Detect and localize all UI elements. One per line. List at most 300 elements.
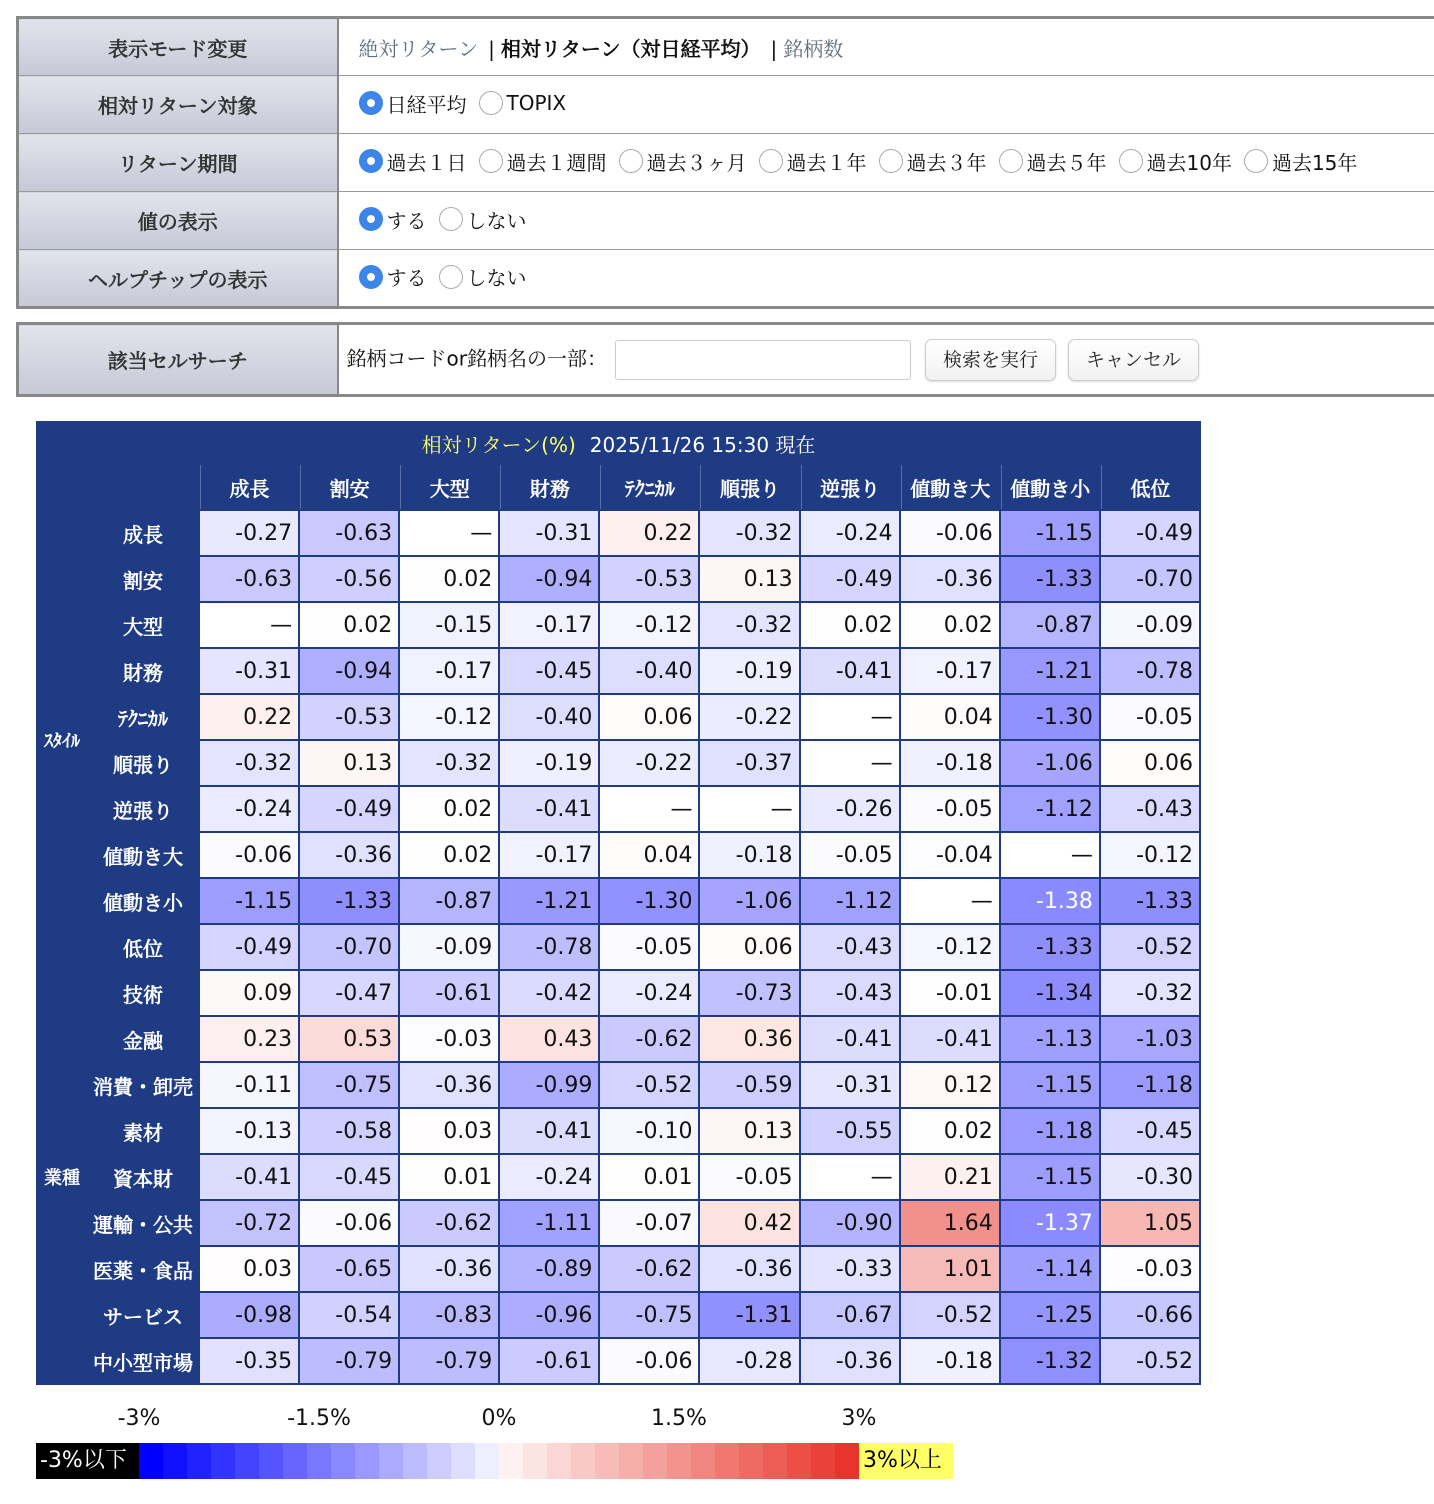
heatmap-cell[interactable]: -1.11 [500, 1201, 598, 1245]
mode-link-count[interactable]: 銘柄数 [783, 36, 844, 61]
heatmap-cell[interactable]: -0.55 [801, 1109, 899, 1153]
radio-label: 過去１年 [786, 150, 867, 175]
heatmap-cell[interactable]: -0.36 [901, 557, 999, 601]
heatmap-cell[interactable]: -0.56 [300, 557, 398, 601]
heatmap-cell[interactable]: -0.36 [700, 1247, 798, 1291]
heatmap-cell[interactable]: -0.41 [200, 1155, 298, 1199]
heatmap-cell[interactable]: -0.19 [700, 649, 798, 693]
heatmap-cell[interactable]: -0.04 [901, 833, 999, 877]
heatmap-cell[interactable]: -0.53 [300, 695, 398, 739]
radio-label: する [386, 208, 427, 233]
heatmap-cell[interactable]: -1.21 [1001, 649, 1099, 693]
heatmap-cell[interactable]: -1.18 [1001, 1109, 1099, 1153]
heatmap-cell[interactable]: -0.52 [901, 1293, 999, 1337]
heatmap-corner [38, 465, 198, 509]
value-display-option[interactable] [359, 205, 427, 234]
heatmap-cell[interactable]: -0.05 [801, 833, 899, 877]
heatmap-cell[interactable]: -0.31 [801, 1063, 899, 1107]
column-header: 低位 [1101, 465, 1199, 509]
heatmap-cell[interactable]: -0.94 [500, 557, 598, 601]
heatmap-cell[interactable]: -0.65 [300, 1247, 398, 1291]
legend-swatch [715, 1443, 739, 1479]
heatmap-cell[interactable]: -0.43 [1101, 787, 1199, 831]
heatmap-cell[interactable]: — [200, 603, 298, 647]
heatmap-cell[interactable]: -0.41 [801, 649, 899, 693]
heatmap-cell[interactable]: 0.02 [400, 833, 498, 877]
heatmap-cell[interactable]: -0.28 [700, 1339, 798, 1383]
heatmap-cell[interactable]: -0.17 [500, 603, 598, 647]
heatmap-cell[interactable]: -0.63 [300, 511, 398, 555]
heatmap-cell[interactable]: -0.52 [600, 1063, 698, 1107]
radio-unselected-icon[interactable] [999, 149, 1023, 173]
column-header: ﾃｸﾆｶﾙ [600, 465, 698, 509]
heatmap-cell[interactable]: -0.31 [200, 649, 298, 693]
search-input[interactable] [615, 340, 911, 380]
heatmap-cell[interactable]: -0.89 [500, 1247, 598, 1291]
heatmap-cell[interactable]: 0.06 [600, 695, 698, 739]
row-header: 値動き大 [88, 833, 198, 877]
heatmap-cell[interactable]: 0.22 [600, 511, 698, 555]
heatmap-column-headers [38, 465, 1199, 509]
row-group-label: 業種 [38, 971, 86, 1383]
legend-swatch [571, 1443, 595, 1479]
heatmap-cell[interactable]: -0.13 [200, 1109, 298, 1153]
heatmap-cell[interactable]: -0.22 [700, 695, 798, 739]
heatmap-cell[interactable]: -0.98 [200, 1293, 298, 1337]
heatmap-cell[interactable]: -0.61 [500, 1339, 598, 1383]
heatmap-cell[interactable]: -0.36 [400, 1247, 498, 1291]
heatmap-cell[interactable]: 0.42 [700, 1201, 798, 1245]
heatmap-cell[interactable]: 0.01 [400, 1155, 498, 1199]
heatmap-cell[interactable]: -0.78 [500, 925, 598, 969]
heatmap-cell[interactable]: -1.18 [1101, 1063, 1199, 1107]
heatmap-cell[interactable]: -0.87 [1001, 603, 1099, 647]
value-display-option[interactable] [439, 205, 527, 234]
radio-unselected-icon[interactable] [479, 149, 503, 173]
row-header: 運輸・公共 [88, 1201, 198, 1245]
heatmap-cell[interactable]: -0.09 [1101, 603, 1199, 647]
radio-selected-icon[interactable] [359, 149, 383, 173]
heatmap-cell[interactable]: -0.32 [400, 741, 498, 785]
heatmap-cell[interactable]: 0.04 [600, 833, 698, 877]
legend-swatch [379, 1443, 403, 1479]
heatmap-cell[interactable]: -1.15 [1001, 1155, 1099, 1199]
heatmap-cell[interactable]: -1.06 [1001, 741, 1099, 785]
heatmap-cell[interactable]: 0.21 [901, 1155, 999, 1199]
heatmap-cell[interactable]: -0.87 [400, 879, 498, 923]
heatmap-cell[interactable]: -1.33 [1001, 925, 1099, 969]
row-header: 医薬・食品 [88, 1247, 198, 1291]
heatmap-cell[interactable]: -0.07 [600, 1201, 698, 1245]
return-period-option[interactable] [479, 147, 607, 176]
radio-unselected-icon[interactable] [439, 265, 463, 289]
heatmap-cell[interactable]: -0.45 [500, 649, 598, 693]
column-header: 成長 [200, 465, 298, 509]
legend-swatch [595, 1443, 619, 1479]
heatmap-cell[interactable]: -1.33 [300, 879, 398, 923]
heatmap-cell[interactable]: -0.45 [1101, 1109, 1199, 1153]
heatmap-cell[interactable]: — [400, 511, 498, 555]
heatmap-cell[interactable]: -1.30 [1001, 695, 1099, 739]
heatmap-cell[interactable]: 0.02 [901, 603, 999, 647]
heatmap-cell[interactable]: -0.52 [1101, 925, 1199, 969]
heatmap-cell[interactable]: -0.75 [300, 1063, 398, 1107]
heatmap-cell[interactable]: -0.96 [500, 1293, 598, 1337]
heatmap-cell[interactable]: -0.99 [500, 1063, 598, 1107]
heatmap-cell[interactable]: -0.12 [901, 925, 999, 969]
heatmap-cell[interactable]: -0.32 [700, 511, 798, 555]
heatmap-cell[interactable]: -1.03 [1101, 1017, 1199, 1061]
heatmap-cell[interactable]: -1.21 [500, 879, 598, 923]
color-legend [36, 1443, 953, 1479]
heatmap-cell[interactable]: 0.02 [801, 603, 899, 647]
heatmap-cell[interactable]: 0.02 [400, 787, 498, 831]
return-period-option[interactable] [1119, 147, 1232, 176]
heatmap-title: 相対リターン(%) [421, 432, 576, 457]
radio-selected-icon[interactable] [359, 207, 383, 231]
row-header: 低位 [88, 925, 198, 969]
heatmap-cell[interactable]: 0.06 [1101, 741, 1199, 785]
heatmap-cell[interactable]: -0.06 [300, 1201, 398, 1245]
column-header: 財務 [500, 465, 598, 509]
heatmap-cell[interactable]: -0.54 [300, 1293, 398, 1337]
heatmap-cell[interactable]: -0.90 [801, 1201, 899, 1245]
heatmap-cell[interactable]: 0.02 [901, 1109, 999, 1153]
legend-swatch [139, 1443, 163, 1479]
heatmap-cell[interactable]: -0.49 [1101, 511, 1199, 555]
heatmap-row [38, 1293, 1199, 1337]
helpchip-display-option[interactable] [359, 262, 427, 291]
heatmap-cell[interactable]: -0.19 [500, 741, 598, 785]
radio-label: 過去10年 [1146, 150, 1232, 175]
return-period-option[interactable] [759, 147, 867, 176]
heatmap-cell[interactable]: -1.38 [1001, 879, 1099, 923]
cell-search-label: 該当セルサーチ [18, 324, 338, 396]
heatmap-cell[interactable]: -0.03 [1101, 1247, 1199, 1291]
heatmap-cell[interactable]: 1.64 [901, 1201, 999, 1245]
heatmap-cell[interactable]: -1.15 [1001, 511, 1099, 555]
heatmap-cell[interactable]: -0.40 [600, 649, 698, 693]
heatmap-cell[interactable]: -1.37 [1001, 1201, 1099, 1245]
row-header: 値動き小 [88, 879, 198, 923]
heatmap-cell[interactable]: -1.13 [1001, 1017, 1099, 1061]
heatmap-cell[interactable]: -0.36 [300, 833, 398, 877]
heatmap-row [38, 1201, 1199, 1245]
heatmap-cell[interactable]: — [600, 787, 698, 831]
return-period-option[interactable] [879, 147, 987, 176]
heatmap-cell[interactable]: -0.12 [600, 603, 698, 647]
return-period-option[interactable] [619, 147, 747, 176]
heatmap-cell[interactable]: -0.41 [901, 1017, 999, 1061]
legend-swatch [523, 1443, 547, 1479]
heatmap-cell[interactable]: -0.62 [600, 1017, 698, 1061]
heatmap-cell[interactable]: -0.26 [801, 787, 899, 831]
radio-unselected-icon[interactable] [879, 149, 903, 173]
legend-tick-label: 3% [841, 1406, 877, 1431]
heatmap-cell[interactable]: -1.25 [1001, 1293, 1099, 1337]
legend-tick-label: -1.5% [287, 1406, 351, 1431]
heatmap-cell[interactable]: 0.13 [300, 741, 398, 785]
radio-unselected-icon[interactable] [619, 149, 643, 173]
heatmap-cell[interactable]: -0.06 [901, 511, 999, 555]
heatmap-cell[interactable]: — [700, 787, 798, 831]
heatmap-cell[interactable]: -0.62 [600, 1247, 698, 1291]
heatmap-cell[interactable]: 0.43 [500, 1017, 598, 1061]
heatmap-row [38, 1017, 1199, 1061]
heatmap-cell[interactable]: 1.05 [1101, 1201, 1199, 1245]
heatmap-cell[interactable]: -1.12 [801, 879, 899, 923]
radio-selected-icon[interactable] [359, 265, 383, 289]
heatmap-cell[interactable]: 0.36 [700, 1017, 798, 1061]
column-header: 大型 [400, 465, 498, 509]
legend-swatch [235, 1443, 259, 1479]
legend-swatch [331, 1443, 355, 1479]
heatmap-cell[interactable]: -0.79 [400, 1339, 498, 1383]
heatmap-cell[interactable]: -0.10 [600, 1109, 698, 1153]
heatmap-cell[interactable]: -0.22 [600, 741, 698, 785]
heatmap-cell[interactable]: -0.41 [500, 1109, 598, 1153]
legend-swatch [187, 1443, 211, 1479]
heatmap-cell[interactable]: -0.05 [901, 787, 999, 831]
heatmap-cell[interactable]: -0.17 [901, 649, 999, 693]
heatmap-cell[interactable]: -0.12 [400, 695, 498, 739]
heatmap-cell[interactable]: -0.35 [200, 1339, 298, 1383]
heatmap-cell[interactable]: -1.14 [1001, 1247, 1099, 1291]
radio-label: TOPIX [506, 91, 567, 116]
heatmap-cell[interactable]: — [801, 1155, 899, 1199]
radio-selected-icon[interactable] [359, 91, 383, 115]
heatmap-cell[interactable]: -0.24 [500, 1155, 598, 1199]
heatmap-cell[interactable]: -0.24 [801, 511, 899, 555]
heatmap-cell[interactable]: -1.33 [1101, 879, 1199, 923]
column-header: 逆張り [801, 465, 899, 509]
heatmap-row [38, 787, 1199, 831]
heatmap-cell[interactable]: -0.05 [1101, 695, 1199, 739]
heatmap-cell[interactable]: -0.32 [700, 603, 798, 647]
heatmap-cell[interactable]: -0.11 [200, 1063, 298, 1107]
radio-label: する [386, 266, 427, 291]
heatmap-timestamp: 2025/11/26 15:30 現在 [589, 432, 816, 457]
heatmap-cell[interactable]: -0.47 [300, 971, 398, 1015]
heatmap-cell[interactable]: 0.02 [400, 557, 498, 601]
heatmap-cell[interactable]: -0.05 [600, 925, 698, 969]
heatmap-cell[interactable]: -1.32 [1001, 1339, 1099, 1383]
heatmap-cell[interactable]: 0.13 [700, 557, 798, 601]
heatmap-cell[interactable]: -0.70 [300, 925, 398, 969]
heatmap-cell[interactable]: -0.33 [801, 1247, 899, 1291]
row-header: 技術 [88, 971, 198, 1015]
heatmap-cell[interactable]: -1.15 [200, 879, 298, 923]
row-header: 大型 [88, 603, 198, 647]
relative-target-option[interactable] [479, 91, 567, 115]
legend-swatch [499, 1443, 523, 1479]
heatmap-cell[interactable]: -0.31 [500, 511, 598, 555]
heatmap-cell[interactable]: -0.52 [1101, 1339, 1199, 1383]
return-period-option[interactable] [999, 147, 1107, 176]
heatmap-cell[interactable]: -1.06 [700, 879, 798, 923]
heatmap-row [38, 695, 1199, 739]
heatmap-cell[interactable]: -0.63 [200, 557, 298, 601]
heatmap-row [38, 971, 1199, 1015]
heatmap-cell[interactable]: -0.49 [200, 925, 298, 969]
heatmap-cell[interactable]: 0.06 [700, 925, 798, 969]
heatmap-cell[interactable]: — [1001, 833, 1099, 877]
heatmap-cell[interactable]: 0.22 [200, 695, 298, 739]
legend-swatch [835, 1443, 859, 1479]
heatmap-cell[interactable]: -0.37 [700, 741, 798, 785]
heatmap-cell[interactable]: -1.34 [1001, 971, 1099, 1015]
legend-swatch [643, 1443, 667, 1479]
legend-swatch [427, 1443, 451, 1479]
helpchip-display-option[interactable] [439, 262, 527, 291]
heatmap-cell[interactable]: -0.06 [200, 833, 298, 877]
heatmap-row [38, 1063, 1199, 1107]
heatmap-cell[interactable]: -0.78 [1101, 649, 1199, 693]
heatmap-cell[interactable]: -0.75 [600, 1293, 698, 1337]
heatmap-row [38, 925, 1199, 969]
heatmap-cell[interactable]: 0.12 [901, 1063, 999, 1107]
radio-unselected-icon[interactable] [759, 149, 783, 173]
return-period-option[interactable] [1244, 147, 1357, 176]
heatmap-cell[interactable]: -0.70 [1101, 557, 1199, 601]
column-header: 割安 [300, 465, 398, 509]
heatmap-cell[interactable]: — [801, 695, 899, 739]
row-header: 中小型市場 [88, 1339, 198, 1383]
heatmap-cell[interactable]: -0.24 [200, 787, 298, 831]
heatmap-cell[interactable]: -0.43 [801, 971, 899, 1015]
radio-label: 日経平均 [386, 92, 467, 117]
radio-label: 過去１日 [386, 150, 467, 175]
heatmap-cell[interactable]: -0.49 [801, 557, 899, 601]
heatmap-cell[interactable]: -0.12 [1101, 833, 1199, 877]
heatmap-cell[interactable]: -0.59 [700, 1063, 798, 1107]
row-group-label: ｽﾀｲﾙ [38, 511, 86, 969]
heatmap-cell[interactable]: -0.17 [500, 833, 598, 877]
heatmap-cell[interactable]: -0.27 [200, 511, 298, 555]
search-cancel-button[interactable]: キャンセル [1068, 339, 1199, 381]
heatmap-cell[interactable]: -0.41 [801, 1017, 899, 1061]
heatmap-cell[interactable]: -0.53 [600, 557, 698, 601]
heatmap-cell[interactable]: -0.18 [901, 741, 999, 785]
legend-swatch [691, 1443, 715, 1479]
radio-label: しない [466, 266, 527, 291]
heatmap-cell[interactable]: 0.01 [600, 1155, 698, 1199]
heatmap-row [38, 833, 1199, 877]
legend-swatch [787, 1443, 811, 1479]
heatmap-row [38, 603, 1199, 647]
search-execute-button[interactable]: 検索を実行 [925, 339, 1056, 381]
row-header: 財務 [88, 649, 198, 693]
radio-label: 過去１週間 [506, 150, 607, 175]
mode-link-absolute[interactable]: 絶対リターン [358, 36, 479, 61]
row-header: 金融 [88, 1017, 198, 1061]
heatmap-cell[interactable]: -0.73 [700, 971, 798, 1015]
display-mode-row [18, 18, 1434, 76]
heatmap-cell[interactable]: -0.79 [300, 1339, 398, 1383]
heatmap-cell[interactable]: -0.24 [600, 971, 698, 1015]
helpchip-display-label: ヘルプチップの表示 [18, 250, 338, 308]
heatmap-cell[interactable]: -1.15 [1001, 1063, 1099, 1107]
heatmap-cell[interactable]: -0.83 [400, 1293, 498, 1337]
heatmap-cell[interactable]: -0.15 [400, 603, 498, 647]
legend-tick-label: 0% [481, 1406, 517, 1431]
heatmap-cell[interactable]: -1.31 [700, 1293, 798, 1337]
heatmap-cell[interactable]: -0.18 [700, 833, 798, 877]
heatmap-cell[interactable]: -0.58 [300, 1109, 398, 1153]
heatmap-cell[interactable]: 0.13 [700, 1109, 798, 1153]
heatmap-cell[interactable]: -0.01 [901, 971, 999, 1015]
heatmap-cell[interactable]: -0.32 [200, 741, 298, 785]
heatmap-cell[interactable]: — [901, 879, 999, 923]
heatmap-cell[interactable]: -0.17 [400, 649, 498, 693]
heatmap-cell[interactable]: -0.03 [400, 1017, 498, 1061]
radio-unselected-icon[interactable] [1244, 149, 1268, 173]
heatmap-cell[interactable]: -0.36 [400, 1063, 498, 1107]
heatmap-cell[interactable]: -0.05 [700, 1155, 798, 1199]
heatmap-cell[interactable]: -0.45 [300, 1155, 398, 1199]
heatmap-cell[interactable]: -0.66 [1101, 1293, 1199, 1337]
heatmap-cell[interactable]: -0.30 [1101, 1155, 1199, 1199]
return-period-option[interactable] [359, 147, 467, 176]
heatmap-cell[interactable]: -1.12 [1001, 787, 1099, 831]
heatmap-cell[interactable]: -0.09 [400, 925, 498, 969]
heatmap-cell[interactable]: -1.30 [600, 879, 698, 923]
row-header: 素材 [88, 1109, 198, 1153]
mode-separator: | [488, 36, 495, 61]
heatmap-body [38, 511, 1199, 1383]
display-mode-options [338, 18, 1434, 76]
relative-target-option[interactable] [359, 89, 467, 118]
heatmap-cell[interactable]: 0.53 [300, 1017, 398, 1061]
heatmap-cell[interactable]: -0.62 [400, 1201, 498, 1245]
heatmap-cell[interactable]: 0.03 [200, 1247, 298, 1291]
heatmap-cell[interactable]: -0.94 [300, 649, 398, 693]
helpchip-display-row [18, 250, 1434, 308]
heatmap-cell[interactable]: — [801, 741, 899, 785]
row-header: 成長 [88, 511, 198, 555]
radio-unselected-icon[interactable] [1119, 149, 1143, 173]
heatmap-cell[interactable]: -0.43 [801, 925, 899, 969]
legend-tick-label: -3% [117, 1406, 161, 1431]
radio-unselected-icon[interactable] [439, 207, 463, 231]
heatmap-cell[interactable]: 0.23 [200, 1017, 298, 1061]
heatmap-cell[interactable]: -0.06 [600, 1339, 698, 1383]
column-header: 値動き大 [901, 465, 999, 509]
heatmap-cell[interactable]: 1.01 [901, 1247, 999, 1291]
heatmap-cell[interactable]: -1.33 [1001, 557, 1099, 601]
legend-swatch [475, 1443, 499, 1479]
heatmap-cell[interactable]: 0.02 [300, 603, 398, 647]
heatmap-cell[interactable]: -0.42 [500, 971, 598, 1015]
radio-label: 過去15年 [1271, 150, 1358, 175]
legend-tick-label: 1.5% [651, 1406, 707, 1431]
heatmap-cell[interactable]: -0.36 [801, 1339, 899, 1383]
heatmap-cell[interactable]: -0.41 [500, 787, 598, 831]
heatmap-cell[interactable]: 0.03 [400, 1109, 498, 1153]
heatmap-cell[interactable]: -0.67 [801, 1293, 899, 1337]
heatmap-cell[interactable]: 0.04 [901, 695, 999, 739]
heatmap-cell[interactable]: -0.40 [500, 695, 598, 739]
heatmap-cell[interactable]: 0.09 [200, 971, 298, 1015]
radio-unselected-icon[interactable] [479, 91, 503, 115]
heatmap-cell[interactable]: -0.49 [300, 787, 398, 831]
heatmap-row [38, 557, 1199, 601]
heatmap-cell[interactable]: -0.32 [1101, 971, 1199, 1015]
return-period-row [18, 134, 1434, 192]
heatmap-cell[interactable]: -0.61 [400, 971, 498, 1015]
heatmap-cell[interactable]: -0.18 [901, 1339, 999, 1383]
heatmap-cell[interactable]: -0.72 [200, 1201, 298, 1245]
